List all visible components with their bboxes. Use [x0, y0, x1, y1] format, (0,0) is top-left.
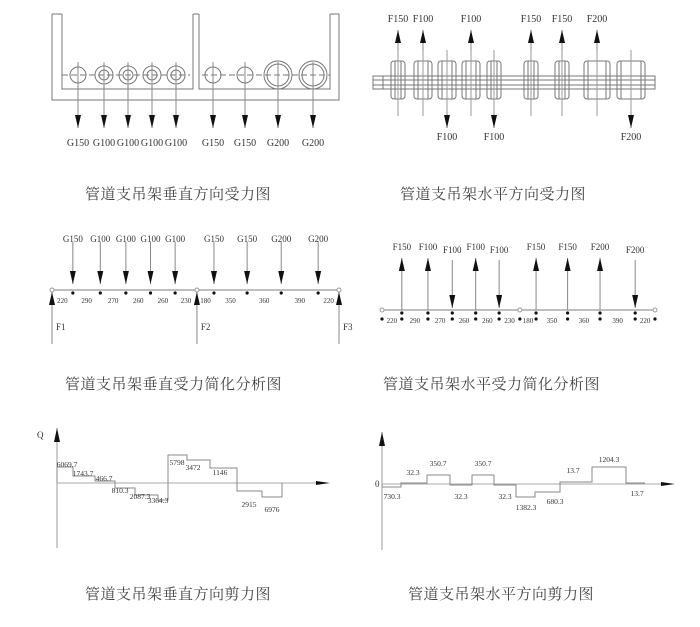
span-label: 390	[612, 317, 623, 325]
shear-value-label: 13.7	[630, 489, 644, 498]
shear-value-label: 680.3	[546, 497, 564, 506]
load-label: G200	[308, 234, 329, 244]
shear-value-label: 466.7	[95, 474, 113, 483]
load-label: F200	[586, 14, 608, 25]
axis-arrow-icon	[379, 432, 385, 446]
origin-label: 0	[375, 479, 380, 489]
shear-value-label: 2087.3	[129, 492, 151, 501]
span-label: 350	[546, 317, 558, 325]
load-label: G150	[233, 138, 257, 149]
shear-value-label: 1204.3	[598, 455, 620, 464]
load-label: G200	[266, 138, 290, 149]
load-label: G100	[165, 234, 186, 244]
load-label: F150	[392, 242, 412, 252]
span-label: 230	[504, 317, 515, 325]
caption-horizontal-shear: 管道支吊架水平方向剪力图	[408, 585, 595, 603]
load-label: F100	[460, 14, 482, 25]
load-label: F100	[436, 132, 458, 143]
load-label: F200	[625, 245, 645, 255]
span-label: 220	[386, 317, 398, 325]
load-label: G150	[62, 234, 83, 244]
shear-value-label: 6069.7	[56, 460, 78, 469]
caption-vertical-simplified: 管道支吊架垂直受力简化分析图	[65, 375, 283, 393]
load-label: F150	[526, 242, 546, 252]
load-label: G150	[237, 234, 258, 244]
load-label: F150	[387, 14, 409, 25]
load-label: F100	[412, 14, 434, 25]
load-label: F100	[418, 242, 438, 252]
load-label: F150	[520, 14, 542, 25]
caption-vertical-force: 管道支吊架垂直方向受力图	[85, 185, 272, 203]
span-label: 360	[258, 297, 270, 305]
y-axis-label: Q	[37, 430, 44, 440]
load-label: F100	[489, 245, 509, 255]
span-label: 270	[434, 317, 446, 325]
axis-arrow-icon	[54, 428, 60, 442]
span-label: 180	[522, 317, 534, 325]
load-label: G100	[92, 138, 116, 149]
load-label: G200	[301, 138, 325, 149]
reaction-label: F2	[200, 322, 211, 332]
shear-value-label: 2915	[241, 500, 257, 509]
span-label: 260	[482, 317, 493, 325]
shear-value-label: 32.3	[498, 492, 512, 501]
span-label: 390	[294, 297, 305, 305]
span-label: 180	[200, 297, 211, 305]
shear-value-label: 350.7	[429, 459, 447, 468]
span-label: 220	[57, 297, 68, 305]
load-label: G150	[66, 138, 90, 149]
shear-value-label: 1743.7	[72, 469, 94, 478]
shear-value-label: 32.3	[454, 492, 468, 501]
shear-value-label: 810.3	[111, 486, 129, 495]
axis-arrow-icon	[661, 482, 675, 486]
shear-value-label: 6976	[264, 505, 280, 514]
shear-value-label: 3472	[185, 463, 201, 472]
load-label: G100	[164, 138, 188, 149]
shear-value-label: 32.3	[406, 468, 420, 477]
shear-value-label: 1146	[212, 468, 228, 477]
load-label: F200	[590, 242, 610, 252]
load-label: F100	[443, 245, 462, 255]
span-label: 290	[409, 317, 421, 325]
span-label: 220	[323, 297, 334, 305]
shear-value-label: 3364.3	[147, 496, 169, 505]
load-label: F200	[620, 132, 642, 143]
load-label: G100	[140, 138, 164, 149]
load-label: G150	[203, 234, 224, 244]
shear-value-label: 13.7	[566, 466, 580, 475]
caption-horizontal-force: 管道支吊架水平方向受力图	[400, 185, 587, 203]
span-label: 260	[458, 317, 470, 325]
span-label: 290	[81, 297, 92, 305]
span-label: 260	[157, 297, 169, 305]
span-label: 270	[107, 297, 119, 305]
shear-value-label: 5798	[169, 458, 185, 467]
span-label: 350	[225, 297, 236, 305]
span-label: 220	[639, 317, 651, 325]
caption-vertical-shear: 管道支吊架垂直方向剪力图	[85, 585, 272, 603]
load-label: F100	[483, 132, 505, 143]
load-label: G100	[115, 234, 136, 244]
axis-arrow-icon	[316, 481, 330, 485]
load-label: G100	[116, 138, 140, 149]
span-label: 260	[132, 297, 144, 305]
shear-value-label: 1382.3	[515, 503, 537, 512]
load-label: F100	[466, 242, 485, 252]
reaction-label: F3	[343, 322, 353, 332]
load-label: G100	[140, 234, 161, 244]
load-label: F150	[558, 242, 577, 252]
shear-value-label: 730.3	[383, 492, 401, 501]
caption-horizontal-simplified: 管道支吊架水平受力简化分析图	[383, 375, 601, 393]
load-label: G100	[90, 234, 111, 244]
load-label: G200	[271, 234, 292, 244]
load-label: G150	[201, 138, 225, 149]
shear-value-label: 350.7	[474, 459, 492, 468]
span-label: 360	[578, 317, 590, 325]
horizontal-shear-chart	[375, 432, 675, 550]
load-label: F150	[551, 14, 573, 25]
reaction-label: F1	[56, 322, 66, 332]
span-label: 230	[180, 297, 192, 305]
vertical-shear-chart	[37, 428, 330, 548]
